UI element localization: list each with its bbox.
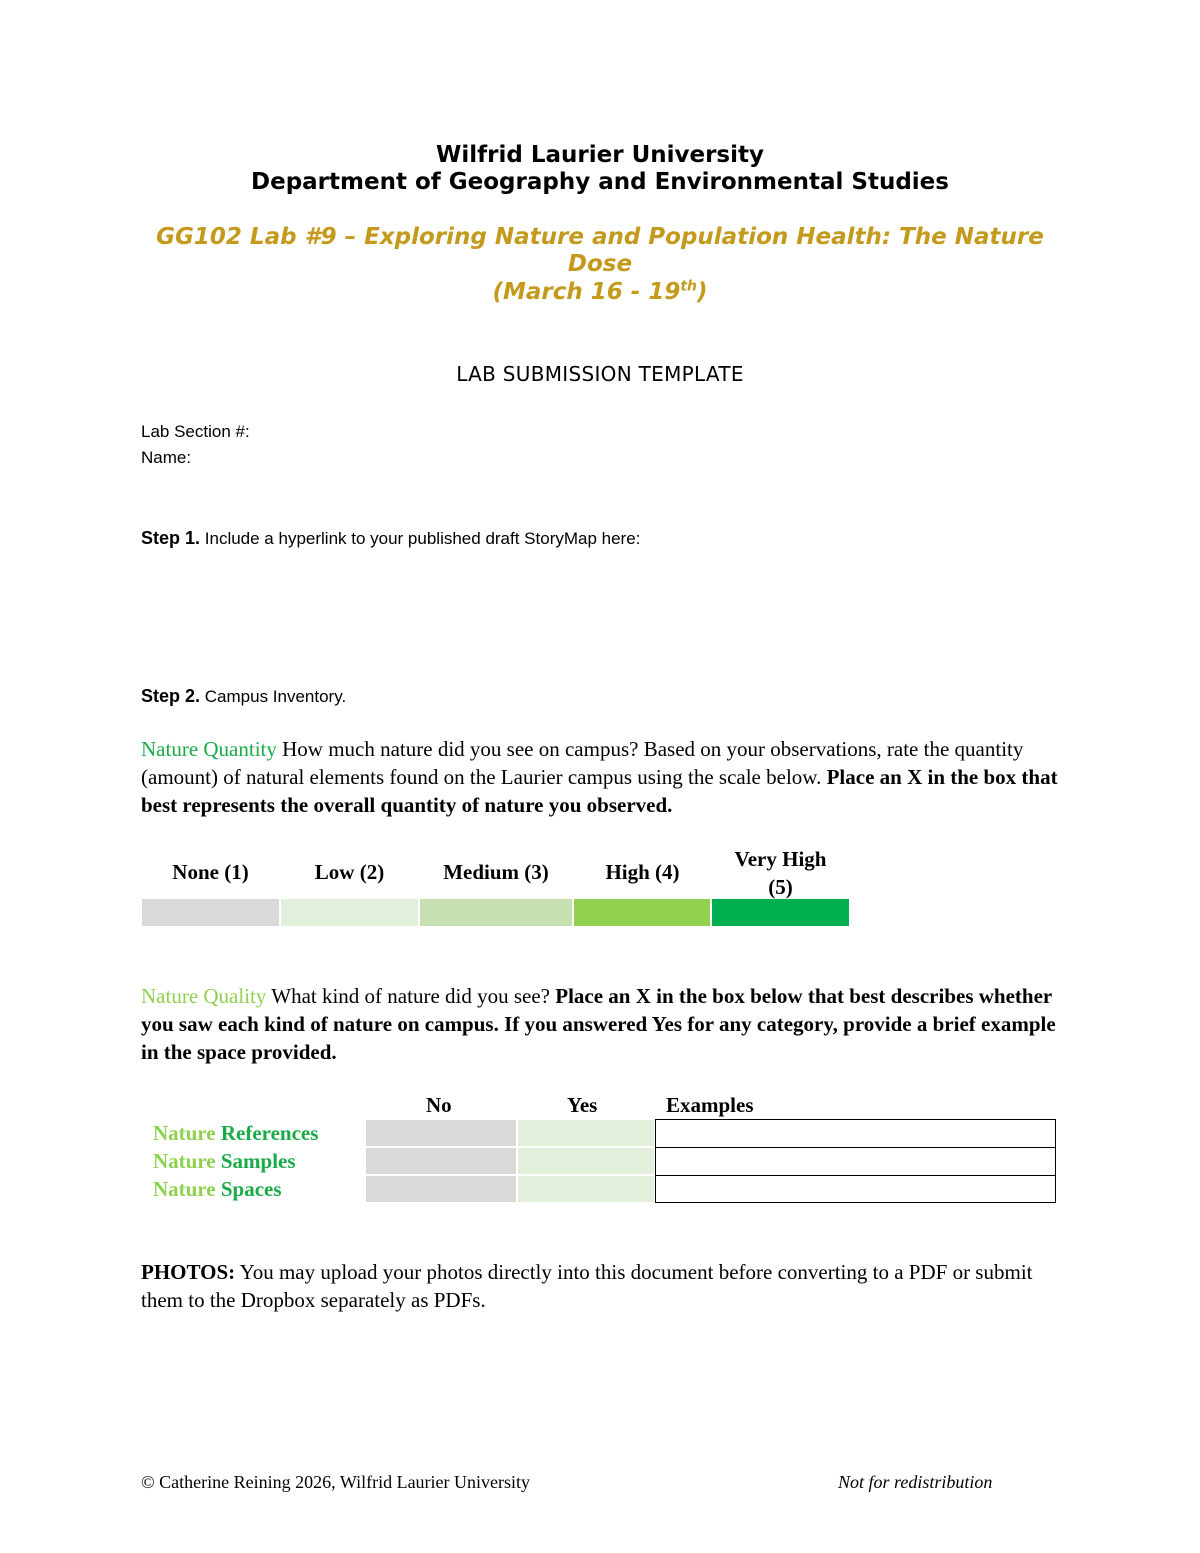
samples-example-field[interactable]: [655, 1147, 1056, 1176]
step2-text: Campus Inventory.: [204, 687, 347, 706]
quantity-text: How much nature did you see on campus? Based on your observations, rate the quantity (amount) of natural elements found on the Laurier campus using the scale below.: [141, 737, 1024, 789]
lab-section-label: Lab Section #:: [141, 422, 250, 441]
lab-dates-prefix: (March 16 - 19: [492, 279, 681, 305]
row-label-prefix: Nature: [153, 1121, 216, 1145]
column-header-examples: Examples: [666, 1093, 754, 1117]
scale-box-low[interactable]: [281, 899, 418, 926]
row-label-prefix: Nature: [153, 1177, 216, 1201]
step1: [141, 526, 640, 551]
scale-label-very-high: [712, 845, 849, 901]
row-label-suffix: Samples: [220, 1149, 296, 1173]
lab-dates-suffix: ): [697, 279, 708, 305]
scale-label-none: None (1): [172, 860, 249, 884]
references-no-box[interactable]: [366, 1120, 516, 1146]
spaces-yes-box[interactable]: [518, 1176, 654, 1202]
step2: [141, 684, 346, 709]
row-label-samples: [153, 1147, 296, 1175]
row-label-prefix: Nature: [153, 1149, 216, 1173]
department-name: Department of Geography and Environmental Studies: [251, 169, 949, 195]
footer-notice: Not for redistribution: [838, 1472, 993, 1492]
spaces-example-field[interactable]: [655, 1175, 1056, 1203]
photos-paragraph: [141, 1258, 1071, 1314]
name-label: Name:: [141, 448, 192, 467]
quantity-paragraph: [141, 735, 1071, 819]
scale-label-very-high-line2: (5): [768, 875, 793, 899]
references-yes-box[interactable]: [518, 1120, 654, 1146]
quantity-heading: Nature Quantity: [141, 737, 277, 761]
samples-no-box[interactable]: [366, 1148, 516, 1174]
scale-box-medium[interactable]: [420, 899, 572, 926]
samples-yes-box[interactable]: [518, 1148, 654, 1174]
university-name: Wilfrid Laurier University: [436, 142, 764, 168]
footer-copyright: © Catherine Reining 2026, Wilfrid Laurier University: [141, 1472, 531, 1492]
row-label-references: [153, 1119, 318, 1147]
column-header-no: No: [426, 1093, 452, 1117]
row-label-suffix: References: [220, 1121, 319, 1145]
row-label-spaces: [153, 1175, 282, 1203]
scale-label-very-high-line1: Very High: [734, 847, 827, 871]
references-example-field[interactable]: [655, 1119, 1056, 1148]
step1-text: Include a hyperlink to your published draft StoryMap here:: [204, 529, 641, 548]
scale-label-medium: Medium (3): [443, 860, 549, 884]
quality-paragraph: [141, 982, 1071, 1066]
spaces-no-box[interactable]: [366, 1176, 516, 1202]
quality-heading: Nature Quality: [141, 984, 267, 1008]
scale-box-high[interactable]: [574, 899, 710, 926]
quality-text: What kind of nature did you see?: [271, 984, 550, 1008]
step2-label: Step 2.: [141, 686, 201, 706]
photos-text: You may upload your photos directly into this document before converting to a PDF or submit them to the Dropbox separately as PDFs.: [141, 1260, 1033, 1312]
lab-title-line2: Dose: [567, 251, 633, 277]
step1-label: Step 1.: [141, 528, 201, 548]
column-header-yes: Yes: [567, 1093, 598, 1117]
scale-box-none[interactable]: [142, 899, 279, 926]
quantity-instruction: Place an X in the box that best represents the overall quantity of nature you observed.: [141, 765, 1058, 817]
scale-box-very-high[interactable]: [712, 899, 849, 926]
row-label-suffix: Spaces: [220, 1177, 282, 1201]
quality-instruction: Place an X in the box below that best describes whether you saw each kind of nature on campus. If you answered Yes for any category, provide a brief example in the space provided.: [141, 984, 1056, 1064]
lab-dates: [0, 278, 1200, 306]
template-title: LAB SUBMISSION TEMPLATE: [456, 362, 744, 386]
scale-label-high: High (4): [605, 860, 680, 884]
photos-label: PHOTOS:: [141, 1260, 236, 1284]
scale-label-low: Low (2): [314, 860, 385, 884]
lab-title-line1: GG102 Lab #9 – Exploring Nature and Population Health: The Nature: [156, 224, 1044, 250]
lab-dates-sup: th: [680, 278, 697, 295]
